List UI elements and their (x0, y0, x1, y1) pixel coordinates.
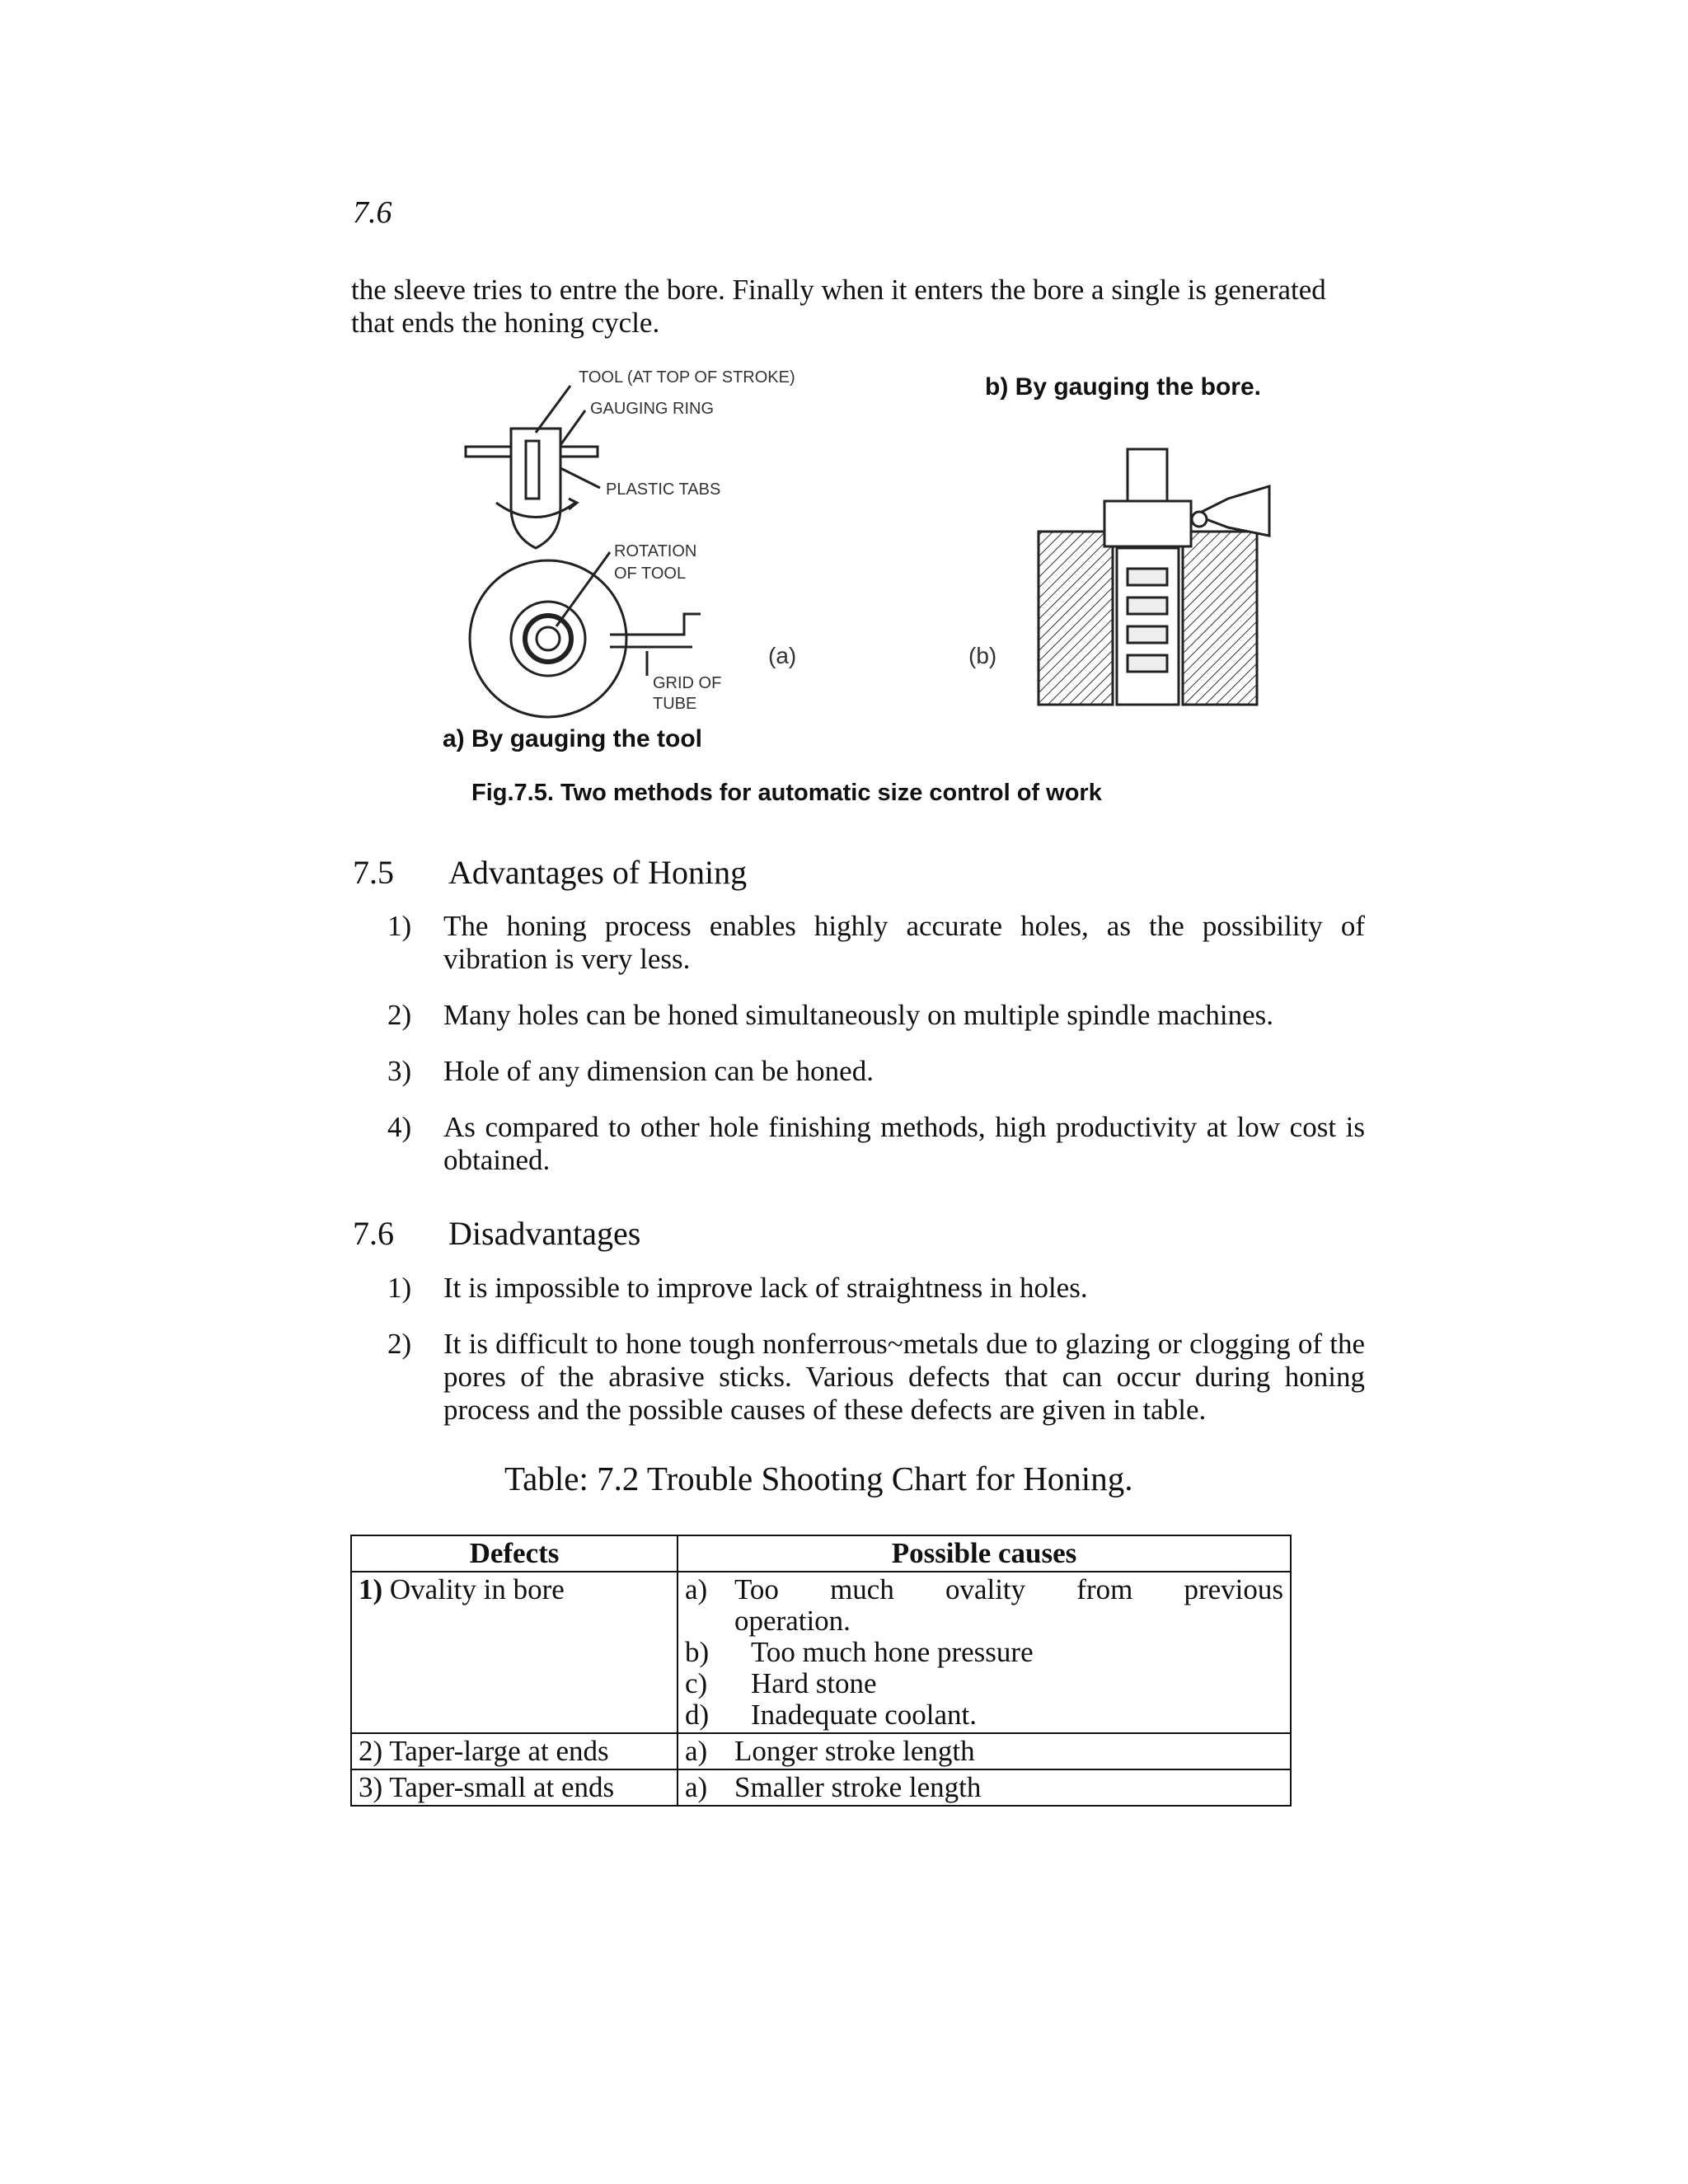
list-item (387, 1111, 1365, 1177)
section-number: 7.6 (353, 1215, 394, 1252)
list-item-number: 1) (387, 1272, 412, 1304)
sensor-probe (1192, 512, 1207, 527)
tool-shape (511, 429, 560, 548)
intro-paragraph: the sleeve tries to entre the bore. Finally when it enters the bore a single is generated that ends the honing cycle. (351, 274, 1326, 339)
sensor (1195, 486, 1269, 536)
section-heading-disadvantages (353, 1214, 640, 1253)
list-item (387, 1055, 1365, 1088)
header-possible-causes: Possible causes (678, 1535, 1291, 1572)
tube-outer-circle (470, 560, 626, 717)
defect-cell: 2) Taper-large at ends (351, 1733, 678, 1769)
cause-text-line-1: Too much ovality from previous (734, 1573, 1283, 1605)
cause-letter: a) (685, 1573, 708, 1605)
label-grid-2: TUBE (653, 695, 697, 713)
cause-letter: a) (685, 1771, 708, 1803)
cause-text-line-2: operation. (734, 1605, 851, 1637)
list-item-text: Hole of any dimension can be honed. (443, 1055, 874, 1087)
list-item-text: It is difficult to hone tough nonferrous~metals due to glazing or clogging of the pores of the abrasive sticks. Various defects that can occur during honing process and the possible causes of these defects are given in table. (443, 1328, 1365, 1426)
label-tool: TOOL (AT TOP OF STROKE) (579, 368, 795, 387)
leader-tool (536, 386, 570, 433)
section-title: Disadvantages (448, 1215, 641, 1252)
hone-stone-2 (1128, 598, 1167, 614)
advantages-list (387, 910, 1365, 1200)
workpiece-left (1039, 532, 1113, 705)
list-item-number: 4) (387, 1111, 412, 1143)
list-item-text: It is impossible to improve lack of straightness in holes. (443, 1272, 1088, 1304)
header-defects: Defects (351, 1535, 678, 1572)
label-rotation-2: OF TOOL (614, 565, 687, 583)
cause-text: Longer stroke length (734, 1735, 975, 1767)
list-item-number: 2) (387, 999, 412, 1031)
defect-cell: 3) Taper-small at ends (351, 1769, 678, 1806)
table-title: Table: 7.2 Trouble Shooting Chart for Honing. (504, 1460, 1133, 1497)
list-item-text: Many holes can be honed simultaneously on multiple spindle machines. (443, 999, 1274, 1031)
figure-label-a: a) By gauging the tool (443, 725, 702, 752)
hone-stone-1 (1128, 569, 1167, 585)
list-item (387, 1328, 1365, 1427)
section-title: Advantages of Honing (448, 854, 748, 891)
figure-caption: Fig.7.5. Two methods for automatic size control of work (471, 780, 1102, 806)
cause-text (734, 1574, 1283, 1637)
figure-7-5 (445, 363, 1335, 742)
list-item-number: 3) (387, 1055, 412, 1087)
causes-cell (678, 1572, 1291, 1733)
causes-cell (678, 1733, 1291, 1769)
gauge-sleeve (1104, 501, 1191, 546)
list-item-text: As compared to other hole finishing methods, high productivity at low cost is obtained. (443, 1111, 1365, 1176)
section-heading-advantages (353, 853, 747, 892)
cause-text: Too much hone pressure (751, 1636, 1034, 1668)
cause-letter: b) (685, 1636, 710, 1668)
diagram-b (1039, 449, 1269, 705)
table-row (351, 1572, 1291, 1733)
list-item (387, 1272, 1365, 1305)
cause-item (685, 1772, 1283, 1803)
cause-item (685, 1668, 1283, 1699)
hone-stone-4 (1128, 655, 1167, 672)
cause-item (685, 1699, 1283, 1731)
list-item-number: 2) (387, 1328, 412, 1360)
cause-item (685, 1574, 1283, 1637)
cause-text: Smaller stroke length (734, 1771, 982, 1803)
list-item (387, 910, 1365, 976)
cause-letter: c) (685, 1667, 708, 1699)
defect-text: Ovality in bore (382, 1573, 565, 1605)
label-grid-1: GRID OF (653, 674, 722, 692)
cause-text: Hard stone (751, 1667, 877, 1699)
marker-a: (a) (768, 643, 797, 668)
cause-text: Inadequate coolant. (751, 1699, 978, 1731)
hone-stone-3 (1128, 626, 1167, 643)
honing-diagrams (445, 363, 1335, 742)
disadvantages-list (387, 1272, 1365, 1450)
table-header-row (351, 1535, 1291, 1572)
label-gauging-ring: GAUGING RING (590, 400, 715, 418)
spindle (1128, 449, 1167, 507)
defect-number: 1) (359, 1573, 383, 1605)
causes-cell (678, 1769, 1291, 1806)
cause-item (685, 1637, 1283, 1668)
defect-cell (351, 1572, 678, 1733)
cause-letter: d) (685, 1699, 710, 1731)
label-plastic-tabs: PLASTIC TABS (606, 480, 721, 499)
cause-item (685, 1736, 1283, 1767)
list-item-text: The honing process enables highly accurate holes, as the possibility of vibration is very less. (443, 910, 1365, 975)
list-item (387, 999, 1365, 1032)
table-row (351, 1769, 1291, 1806)
leader-plastic-tabs (560, 468, 600, 488)
table-row (351, 1733, 1291, 1769)
workpiece-right (1183, 532, 1257, 705)
page-number: 7.6 (353, 195, 392, 230)
label-rotation-1: ROTATION (614, 542, 697, 560)
cause-letter: a) (685, 1735, 708, 1767)
list-item-number: 1) (387, 910, 412, 942)
trouble-shooting-table (350, 1535, 1292, 1807)
marker-b: (b) (968, 643, 997, 668)
leader-gauging-ring (560, 410, 585, 445)
figure-label-b: b) By gauging the bore. (985, 373, 1261, 401)
section-number: 7.5 (353, 854, 394, 891)
